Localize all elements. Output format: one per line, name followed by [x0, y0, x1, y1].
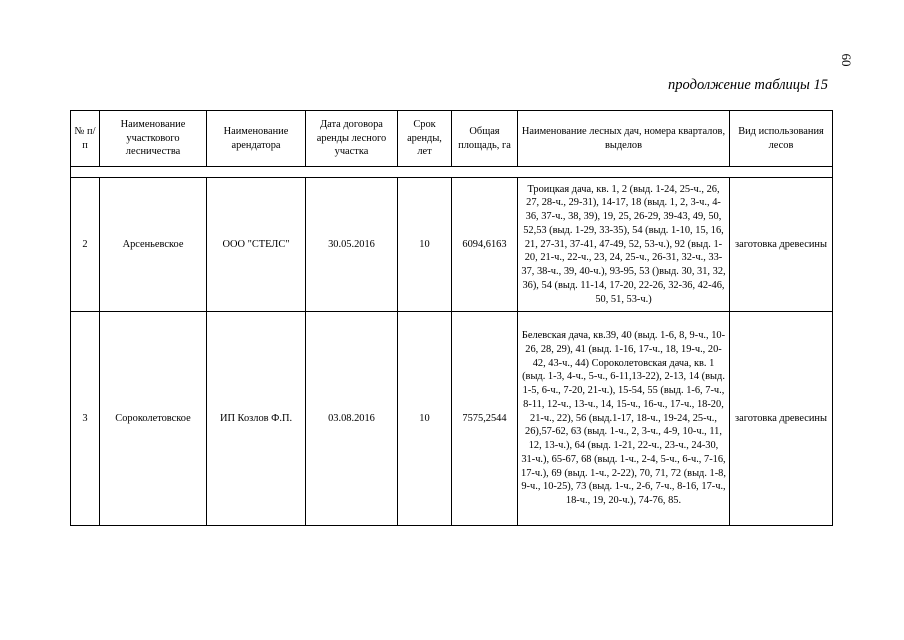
- row-total-area: 7575,2544: [452, 312, 518, 526]
- row-forest-use: заготовка древесины: [730, 178, 833, 312]
- table-spacer-row: [71, 167, 833, 178]
- table-row: [71, 178, 833, 312]
- table-row: [71, 312, 833, 526]
- header-lease-term: Срок аренды, лет: [398, 111, 452, 167]
- row-forest-dachas: Троицкая дача, кв. 1, 2 (выд. 1-24, 25-ч., 26, 27, 28-ч., 29-31), 14-17, 18 (выд. 1, 2, 3-ч., 4-36, 37-ч., 38, 39), 19, 25, 26-29, 39-43, 49, 50, 52,53 (выд. 1-29, 33-35), 54 (выд. 1-10, 15, 16, 21, 27-31, 37-41, 47-49, 52, 53-ч.), 92 (выд. 1-20, 21-ч., 22-ч., 23, 24, 25-ч., 26-31, 32-ч., 33-37, 38-ч., 39, 40-ч.), 93-95, 53 ()выд. 30, 31, 32, 36), 54 (выд. 11-14, 17-20, 22-26, 32-36, 42-46, 50, 51, 53-ч.): [518, 178, 730, 312]
- page-number: 60: [839, 53, 854, 67]
- header-forestry: Наименование участкового лесничества: [100, 111, 207, 167]
- row-lease-term: 10: [398, 178, 452, 312]
- row-total-area: 6094,6163: [452, 178, 518, 312]
- row-forest-use: заготовка древесины: [730, 312, 833, 526]
- row-contract-date: 30.05.2016: [306, 178, 398, 312]
- row-contract-date: 03.08.2016: [306, 312, 398, 526]
- row-lease-term: 10: [398, 312, 452, 526]
- row-forestry: Арсеньевское: [100, 178, 207, 312]
- row-tenant: ИП Козлов Ф.П.: [207, 312, 306, 526]
- row-number: 2: [71, 178, 100, 312]
- forest-lease-table: [70, 110, 833, 526]
- header-number: № п/п: [71, 111, 100, 167]
- header-contract-date: Дата договора аренды лесного участка: [306, 111, 398, 167]
- header-total-area: Общая площадь, га: [452, 111, 518, 167]
- row-number: 3: [71, 312, 100, 526]
- row-forestry: Сороколетовское: [100, 312, 207, 526]
- header-tenant: Наименование арендатора: [207, 111, 306, 167]
- header-forest-dachas: Наименование лесных дач, номера кварталов, выделов: [518, 111, 730, 167]
- row-tenant: ООО "СТЕЛС": [207, 178, 306, 312]
- table-continuation-caption: продолжение таблицы 15: [668, 77, 828, 93]
- header-forest-use: Вид использования лесов: [730, 111, 833, 167]
- row-forest-dachas: Белевская дача, кв.39, 40 (выд. 1-6, 8, 9-ч., 10-26, 28, 29), 41 (выд. 1-16, 17-ч., 18, 19-ч., 20-42, 43-ч., 44) Сороколетовская дача, кв. 1 (выд. 1-3, 4-ч., 5-ч., 6-11,13-22), 2-13, 14 (выд. 1-5, 6-ч., 7-20, 21-ч.), 15-54, 55 (выд. 1-6, 7-ч., 8-11, 12-ч., 13-ч., 14, 15-ч., 16-ч., 17-ч., 18-20, 21-ч., 22), 56 (выд.1-17, 18-ч., 19-24, 25-ч., 26),57-62, 63 (выд. 1-ч., 2, 3-ч., 4-9, 10-ч., 11, 12, 13-ч.), 64 (выд. 1-21, 22-ч., 23-ч., 24-30, 31-ч.), 65-67, 68 (выд. 1-ч., 2-4, 5-ч., 6-ч., 7-16, 17-ч.), 69 (выд. 1-ч., 2-22), 70, 71, 72 (выд. 1-8, 9-ч., 10-25), 73 (выд. 1-ч., 2-6, 7-ч., 8-16, 17-ч., 18-ч., 19, 20-ч.), 74-76, 85.: [518, 312, 730, 526]
- table-header-row: [71, 111, 833, 167]
